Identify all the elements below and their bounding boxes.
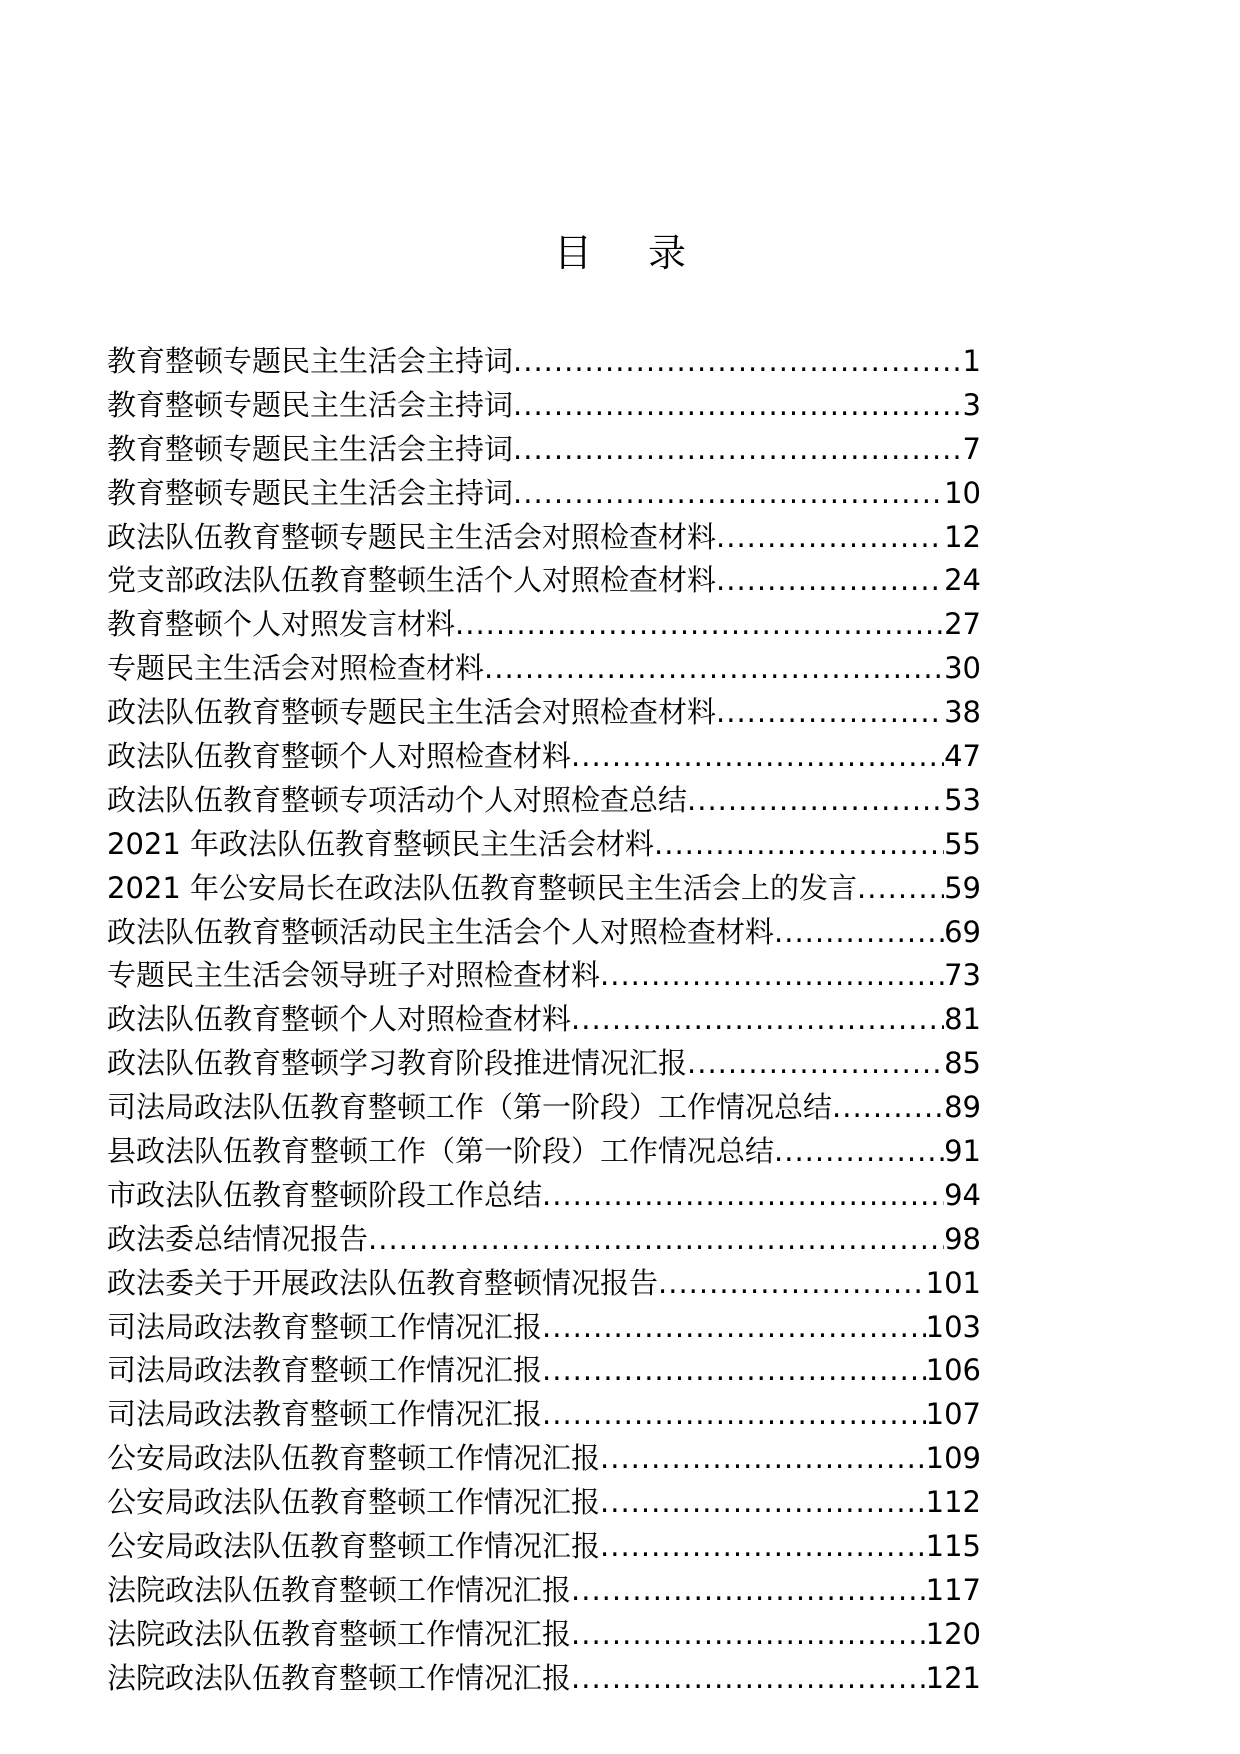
toc-entry-label: 党支部政法队伍教育整顿生活个人对照检查材料 (107, 563, 717, 598)
dot-leader (513, 428, 963, 472)
dot-leader (687, 779, 944, 823)
dot-leader (455, 603, 944, 647)
dot-leader (600, 954, 944, 998)
toc-entry-label: 法院政法队伍教育整顿工作情况汇报 (107, 1572, 572, 1607)
dot-leader (716, 691, 944, 735)
toc-entry-page: 7 (962, 431, 981, 466)
toc-entry-page: 115 (925, 1529, 981, 1564)
toc-entry-label: 教育整顿个人对照发言材料 (107, 607, 456, 642)
dot-leader (571, 735, 944, 779)
toc-entry[interactable] (107, 1613, 981, 1657)
toc-entry-page: 12 (944, 519, 981, 554)
toc-entry[interactable] (107, 998, 981, 1042)
toc-entry-label: 司法局政法教育整顿工作情况汇报 (107, 1309, 543, 1344)
toc-entry[interactable] (107, 1657, 981, 1701)
toc-entry-page: 109 (925, 1441, 981, 1476)
dot-leader (542, 1393, 926, 1437)
toc-entry-label: 政法队伍教育整顿个人对照检查材料 (107, 1002, 572, 1037)
toc-entry-page: 73 (944, 958, 981, 993)
toc-entry[interactable] (107, 779, 981, 823)
toc-entry-page: 30 (944, 651, 981, 686)
toc-entry-label: 政法队伍教育整顿学习教育阶段推进情况汇报 (107, 1046, 688, 1081)
toc-entry[interactable] (107, 472, 981, 516)
toc-entry[interactable] (107, 340, 981, 384)
toc-entry-label: 县政法队伍教育整顿工作（第一阶段）工作情况总结 (107, 1134, 775, 1169)
dot-leader (687, 1042, 944, 1086)
toc-entry-label: 司法局政法教育整顿工作情况汇报 (107, 1353, 543, 1388)
toc-entry-page: 55 (944, 826, 981, 861)
toc-entry-page: 112 (925, 1485, 981, 1520)
toc-entry[interactable] (107, 559, 981, 603)
dot-leader (484, 647, 944, 691)
toc-entry-label: 教育整顿专题民主生活会主持词 (107, 475, 514, 510)
toc-entry[interactable] (107, 384, 981, 428)
toc-entry-page: 69 (944, 914, 981, 949)
toc-entry[interactable] (107, 1569, 981, 1613)
dot-leader (716, 559, 944, 603)
toc-entry-label: 专题民主生活会领导班子对照检查材料 (107, 958, 601, 993)
toc-entry-label: 政法队伍教育整顿个人对照检查材料 (107, 739, 572, 774)
toc-entry-label: 政法委总结情况报告 (107, 1221, 369, 1256)
toc-entry[interactable] (107, 691, 981, 735)
toc-entry[interactable] (107, 1086, 981, 1130)
toc-entry-page: 1 (962, 344, 981, 378)
toc-entry[interactable] (107, 1130, 981, 1174)
dot-leader (600, 1437, 926, 1481)
dot-leader (571, 1657, 926, 1701)
dot-leader (857, 867, 944, 911)
toc-entry-label: 政法队伍教育整顿专题民主生活会对照检查材料 (107, 695, 717, 730)
dot-leader (658, 1262, 926, 1306)
toc-entry-label: 2021 年公安局长在政法队伍教育整顿民主生活会上的发言 (107, 870, 858, 905)
toc-entry[interactable] (107, 1042, 981, 1086)
toc-entry-page: 3 (962, 387, 981, 422)
toc-entry[interactable] (107, 603, 981, 647)
toc-entry-label: 司法局政法教育整顿工作情况汇报 (107, 1397, 543, 1432)
dot-leader (571, 998, 944, 1042)
toc-entry[interactable] (107, 1262, 981, 1306)
toc-entry-page: 38 (944, 695, 981, 730)
toc-entry-label: 专题民主生活会对照检查材料 (107, 651, 485, 686)
toc-entry-label: 法院政法队伍教育整顿工作情况汇报 (107, 1616, 572, 1651)
toc-entry[interactable] (107, 1174, 981, 1218)
toc-entry-page: 107 (925, 1397, 981, 1432)
toc-entry[interactable] (107, 911, 981, 955)
toc-entry-label: 2021 年政法队伍教育整顿民主生活会材料 (107, 826, 655, 861)
toc-entry-page: 98 (944, 1221, 981, 1256)
toc-entry[interactable] (107, 1349, 981, 1393)
toc-entry-page: 91 (944, 1134, 981, 1169)
toc-entry-label: 公安局政法队伍教育整顿工作情况汇报 (107, 1485, 601, 1520)
dot-leader (513, 384, 963, 428)
toc-entry-page: 101 (925, 1265, 981, 1300)
toc-entry-page: 47 (944, 739, 981, 774)
toc-entry[interactable] (107, 954, 981, 998)
toc-entry-page: 120 (925, 1616, 981, 1651)
toc-entry-label: 政法队伍教育整顿专题民主生活会对照检查材料 (107, 519, 717, 554)
toc-entry[interactable] (107, 1218, 981, 1262)
toc-title: 目 录 (553, 231, 709, 275)
dot-leader (600, 1525, 926, 1569)
dot-leader (600, 1481, 926, 1525)
toc-entry-label: 教育整顿专题民主生活会主持词 (107, 431, 514, 466)
toc-entry[interactable] (107, 1306, 981, 1350)
toc-entry-label: 政法队伍教育整顿活动民主生活会个人对照检查材料 (107, 914, 775, 949)
dot-leader (542, 1174, 944, 1218)
dot-leader (542, 1349, 926, 1393)
dot-leader (368, 1218, 944, 1262)
toc-entry-page: 24 (944, 563, 981, 598)
dot-leader (513, 472, 944, 516)
toc-entry-page: 117 (925, 1572, 981, 1607)
toc-entry-page: 89 (944, 1090, 981, 1125)
toc-entry-label: 公安局政法队伍教育整顿工作情况汇报 (107, 1441, 601, 1476)
toc-entry-label: 公安局政法队伍教育整顿工作情况汇报 (107, 1529, 601, 1564)
toc-entry-page: 10 (944, 475, 981, 510)
toc-entry-label: 市政法队伍教育整顿阶段工作总结 (107, 1177, 543, 1212)
dot-leader (654, 823, 944, 867)
dot-leader (716, 516, 944, 560)
toc-entry-label: 教育整顿专题民主生活会主持词 (107, 344, 514, 378)
toc-entry-page: 27 (944, 607, 981, 642)
dot-leader (571, 1569, 926, 1613)
toc-entry-label: 教育整顿专题民主生活会主持词 (107, 387, 514, 422)
toc-entry-page: 59 (944, 870, 981, 905)
toc-entry-label: 法院政法队伍教育整顿工作情况汇报 (107, 1660, 572, 1695)
dot-leader (832, 1086, 944, 1130)
toc-entry[interactable] (107, 823, 981, 867)
dot-leader (542, 1306, 926, 1350)
toc-entry[interactable] (107, 516, 981, 560)
toc-entry-label: 政法委关于开展政法队伍教育整顿情况报告 (107, 1265, 659, 1300)
toc-entry-page: 94 (944, 1177, 981, 1212)
toc-entry[interactable] (107, 1481, 981, 1525)
toc-entry-page: 121 (925, 1660, 981, 1695)
toc-entry-page: 103 (925, 1309, 981, 1344)
dot-leader (513, 340, 963, 384)
toc-entry[interactable] (107, 867, 981, 911)
toc-entry[interactable] (107, 647, 981, 691)
toc-entry-label: 司法局政法队伍教育整顿工作（第一阶段）工作情况总结 (107, 1090, 833, 1125)
toc-entry-page: 106 (925, 1353, 981, 1388)
toc-entry[interactable] (107, 735, 981, 779)
table-of-contents (107, 340, 981, 1701)
toc-entry-label: 政法队伍教育整顿专项活动个人对照检查总结 (107, 782, 688, 817)
toc-entry-page: 53 (944, 782, 981, 817)
dot-leader (774, 911, 944, 955)
toc-entry[interactable] (107, 1437, 981, 1481)
toc-entry[interactable] (107, 1525, 981, 1569)
toc-entry-page: 81 (944, 1002, 981, 1037)
toc-entry[interactable] (107, 1393, 981, 1437)
toc-entry-page: 85 (944, 1046, 981, 1081)
toc-entry[interactable] (107, 428, 981, 472)
dot-leader (571, 1613, 926, 1657)
dot-leader (774, 1130, 944, 1174)
